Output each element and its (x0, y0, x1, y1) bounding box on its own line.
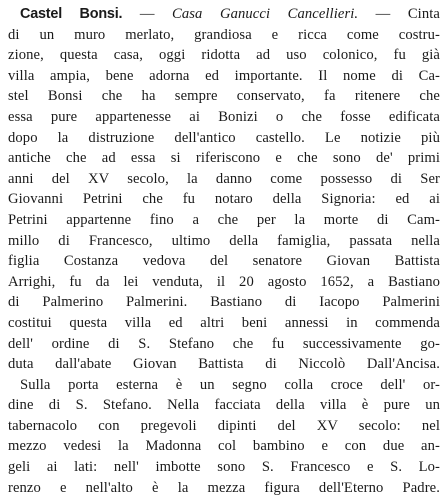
text-line: di un muro merlato, grandiosa e ricca come costru- (8, 26, 440, 43)
text-line: dell' ordine di S. Stefano che fu successivamente go- (8, 335, 440, 352)
text-line: dine di S. Stefano. Nella facciata della villa è pure un (8, 397, 440, 414)
text-line: duta dall'abate Giovan Battista di Niccolò Dall'Ancisa. (8, 356, 440, 373)
text-line: Petrini appartenne fino a che per la morte di Cam- (8, 211, 440, 228)
text-line: di Palmerino Palmerini. Bastiano di Iacopo Palmerini (8, 294, 440, 311)
text-line: tabernacolo con pregevoli dipinti del XV secolo: nel (8, 417, 440, 434)
text-line: anni del XV secolo, la danno come possesso di Ser (8, 170, 440, 187)
text-line: costitui questa villa ed altri beni annessi in commenda (8, 314, 440, 331)
heading-dash: — (122, 6, 173, 22)
text-line: Giovanni Petrini che fu notaro della Signoria: ed ai (8, 191, 440, 208)
text-line: stel Bonsi che ha sempre conservato, fa ritenere che (8, 88, 440, 105)
text-line: figlia Costanza vedova del senatore Giovan Battista (8, 253, 440, 270)
text-line: dopo la distruzione dell'antico castello. Le notizie più (8, 129, 440, 146)
text-line: Arrighi, fu da lei venduta, il 20 agosto 1652, a Bastiano (8, 273, 440, 290)
document-page (8, 4, 440, 496)
article-subtitle: Casa Ganucci Cancellieri. (172, 6, 359, 22)
text-line: essa pure appartenesse ai Bonizi o che fosse edificata (8, 108, 440, 125)
text-line: villa ampia, bene adorna ed importante. Il nome di Ca- (8, 67, 440, 84)
text-line: millo di Francesco, ultimo della famiglia, passata nella (8, 232, 440, 249)
text-line: zione, questa casa, oggi ridotta ad uso colonico, fu già (8, 47, 440, 64)
text-line: mezzo vedesi la Madonna col bambino e con due an- (8, 438, 440, 455)
first-line-text: — Cinta (358, 6, 440, 22)
text-line: geli ai lati: nell' imbotte sono S. Francesco e S. Lo- (8, 459, 440, 476)
first-line (8, 4, 440, 25)
article-heading: Castel Bonsi. (20, 6, 123, 22)
text-line: renzo e nell'alto è la mezza figura dell'Eterno Padre. (8, 479, 440, 496)
text-line: antiche che ad essa si riferiscono e che sono de' primi (8, 150, 440, 167)
text-line: Sulla porta esterna è un segno colla croce dell' or- (20, 376, 440, 393)
